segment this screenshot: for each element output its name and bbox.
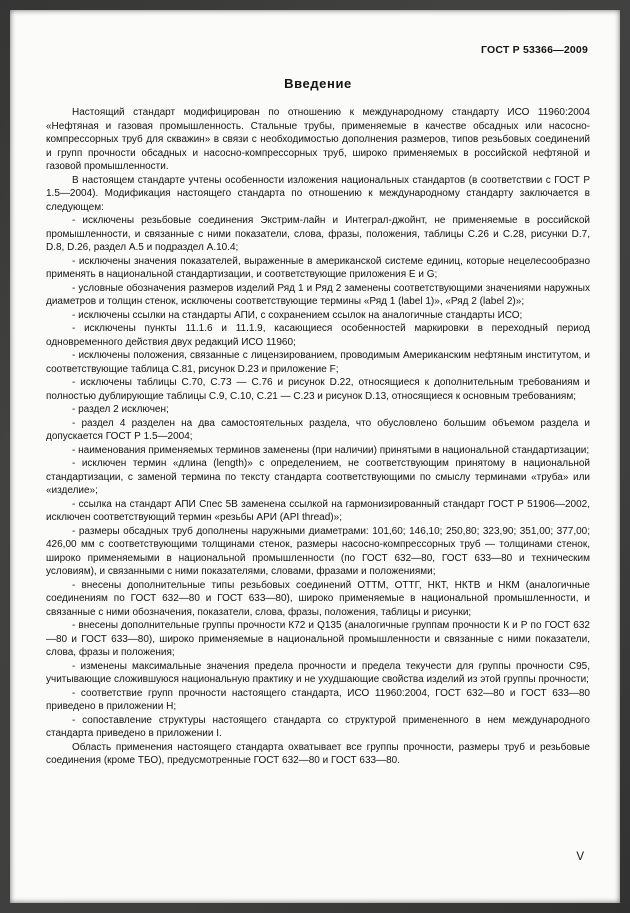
paragraph: - исключен термин «длина (length)» с определением, не соответствующим принятому в национальной стандартизации, с заменой термина по тексту стандарта соответствующими по смыслу терминами «труба» или «изделие»;	[46, 458, 590, 496]
paragraph: - исключены значения показателей, выраженные в американской системе единиц, которые нецелесообразно применять в национальной стандартизации, и соответствующие приложения Е и G;	[46, 255, 590, 280]
paragraph: Настоящий стандарт модифицирован по отношению к международному стандарту ИСО 11960:2004 «Нефтяная и газовая промышленность. Стальные трубы, применяемые в качестве обсадных или насосно-компрессорных труб для скважин» в связи с необходимостью дополнения размеров, типов резьбовых соединений и групп прочности обсадных и насосно-компрессорных труб, широко применяемых в российской нефтяной и газовой промышленности.	[46, 107, 590, 172]
paragraph: - наименования применяемых терминов заменены (при наличии) принятыми в национальной стандартизации;	[72, 444, 590, 456]
paragraph: - раздел 2 исключен;	[72, 404, 169, 415]
paragraph: - ссылка на стандарт АПИ Спес 5В заменена ссылкой на гармонизированный стандарт ГОСТ Р 51906—2002, исключен соответствующий термин «резьбы АРИ (API thread)»;	[46, 498, 590, 523]
paragraph: - условные обозначения размеров изделий Ряд 1 и Ряд 2 заменены соответствующими значениями наружных диаметров и толщин стенок, исключены соответствующие термины «Ряд 1 (label 1)», «Ряд 2 (label 2)»;	[46, 282, 590, 307]
paragraph: Область применения настоящего стандарта охватывает все группы прочности, размеры труб и резьбовые соединения (кроме ТБО), предусмотренные ГОСТ 632—80 и ГОСТ 633—80.	[46, 741, 590, 766]
paragraph: - внесены дополнительные группы прочности К72 и Q135 (аналогичные группам прочности К и Р по ГОСТ 632—80 и ГОСТ 633—80), широко применяемые в национальной промышленности и связанные с ними показатели, слова, фразы и положения;	[46, 620, 590, 658]
paragraph: - соответствие групп прочности настоящего стандарта, ИСО 11960:2004, ГОСТ 632—80 и ГОСТ 633—80 приведено в приложении Н;	[46, 687, 590, 712]
page-number: V	[576, 851, 584, 863]
paragraph: - раздел 4 разделен на два самостоятельных раздела, что обусловлено большим объемом раздела и допускается ГОСТ Р 1.5—2004;	[46, 417, 590, 442]
page-title: Введение	[284, 76, 352, 91]
paragraph: - сопоставление структуры настоящего стандарта со структурой примененного в нем международного стандарта приведено в приложении I.	[46, 714, 590, 739]
document-body	[46, 106, 590, 768]
paragraph: - исключены положения, связанные с лицензированием, проводимым Американским нефтяным институтом, и соответствующие таблица С.81, рисунок D.23 и приложение F;	[46, 350, 590, 375]
paragraph: - исключены ссылки на стандарты АПИ, с сохранением ссылок на аналогичные стандарты ИСО;	[72, 309, 523, 321]
paragraph: - размеры обсадных труб дополнены наружными диаметрами: 101,60; 146,10; 250,80; 323,90; 351,00; 377,00; 426,00 мм с соответствующими толщинами стенок, размеры насосно-компрессорных труб — толщинами стенок, широко применяемыми в национальной промышленности (по ГОСТ 632—80, ГОСТ 633—80 и техническим условиям), и связанными с ними показателями, словами, фразами и положениями;	[46, 525, 590, 577]
paragraph: - изменены максимальные значения предела прочности и предела текучести для группы прочности С95, учитывающие сложившуюся национальную практику и не ухудшающие свойства изделий из этой группы прочности;	[46, 660, 590, 685]
document-page	[10, 10, 620, 903]
paragraph: - исключены пункты 11.1.6 и 11.1.9, касающиеся особенностей маркировки в переходный период одновременного действия двух редакций ИСО 11960;	[46, 323, 590, 348]
paragraph: В настоящем стандарте учтены особенности изложения национальных стандартов (в соответствии с ГОСТ Р 1.5—2004). Модификация настоящего стандарта по отношению к международному стандарту заключается в следующем:	[46, 174, 590, 213]
paragraph: - исключены таблицы С.70, С.73 — С.76 и рисунок D.22, относящиеся к дополнительным требованиям и полностью дублирующие таблицы С.9, С.10, С.21 — С.23 и рисунок D.13, относящиеся к основным требованиям;	[46, 377, 590, 402]
paragraph: - исключены резьбовые соединения Экстрим-лайн и Интеграл-джойнт, не применяемые в российской промышленности, и связанные с ними показатели, слова, фразы, положения, таблицы С.26 и С.28, рисунки D.7, D.8, D.26, раздел А.5 и подраздел А.10.4;	[46, 215, 590, 253]
standard-code: ГОСТ Р 53366—2009	[480, 44, 588, 56]
paragraph: - внесены дополнительные типы резьбовых соединений ОТТМ, ОТТГ, НКТ, НКТВ и НКМ (аналогичные соединениям по ГОСТ 632—80 и ГОСТ 633—80), широко применяемые в национальной промышленности, и связанные с ними обозначения, показатели, слова, фразы, положения, таблицы и рисунки;	[46, 579, 590, 618]
